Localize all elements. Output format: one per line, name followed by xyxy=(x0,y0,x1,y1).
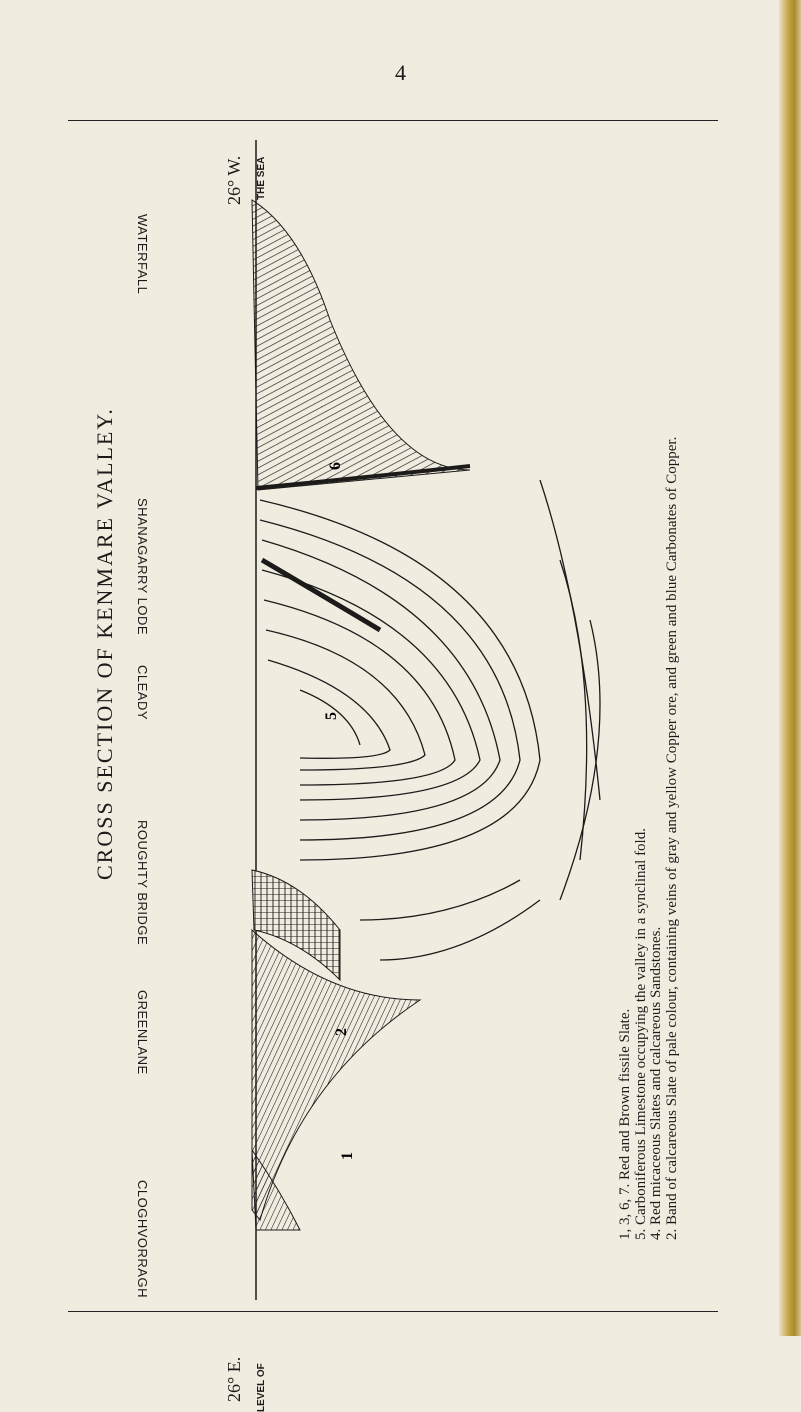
legend-item-4: 4. Red micaceous Slates and calcareous Sandstones. xyxy=(648,926,664,1240)
legend-item-5: 5. Carboniferous Limestone occupying the valley in a synclinal fold. xyxy=(632,828,649,1240)
compass-west: 26° W. xyxy=(224,155,244,205)
place-greenlane: GREENLANE xyxy=(135,990,150,1075)
legend-item-2: 2. Band of calcareous Slate of pale colour, containing veins of gray and yellow Copper ore, and green and blue Carbonates of Copper. xyxy=(663,436,680,1240)
place-roughty-bridge: ROUGHTY BRIDGE xyxy=(135,820,150,946)
place-cleady: CLEADY xyxy=(135,665,150,721)
place-waterfall: WATERFALL xyxy=(135,214,150,295)
legend xyxy=(618,180,708,1240)
level-label-top: THE SEA xyxy=(256,156,267,200)
level-label-bottom: LEVEL OF xyxy=(256,1363,267,1412)
synclinal-fold xyxy=(260,480,600,960)
place-shanagarry-lode: SHANAGARRY LODE xyxy=(135,498,150,636)
bed-boundary-mid xyxy=(262,560,380,630)
page-edge xyxy=(779,0,801,1336)
legend-item-1: 1, 3, 6, 7. Red and Brown fissile Slate. xyxy=(617,1008,633,1240)
place-cloghvorragh: CLOGHVORRAGH xyxy=(135,1180,150,1298)
bed-number-5: 5 xyxy=(323,712,340,720)
plate-title: CROSS SECTION OF KENMARE VALLEY. xyxy=(92,407,117,880)
bed-number-2: 2 xyxy=(333,1028,350,1036)
bed-number-1: 1 xyxy=(339,1152,356,1160)
bed-6-slate xyxy=(252,200,470,490)
bed-number-6: 6 xyxy=(327,462,344,470)
compass-east: 26° E. xyxy=(224,1356,244,1402)
page-number: 4 xyxy=(395,60,406,85)
